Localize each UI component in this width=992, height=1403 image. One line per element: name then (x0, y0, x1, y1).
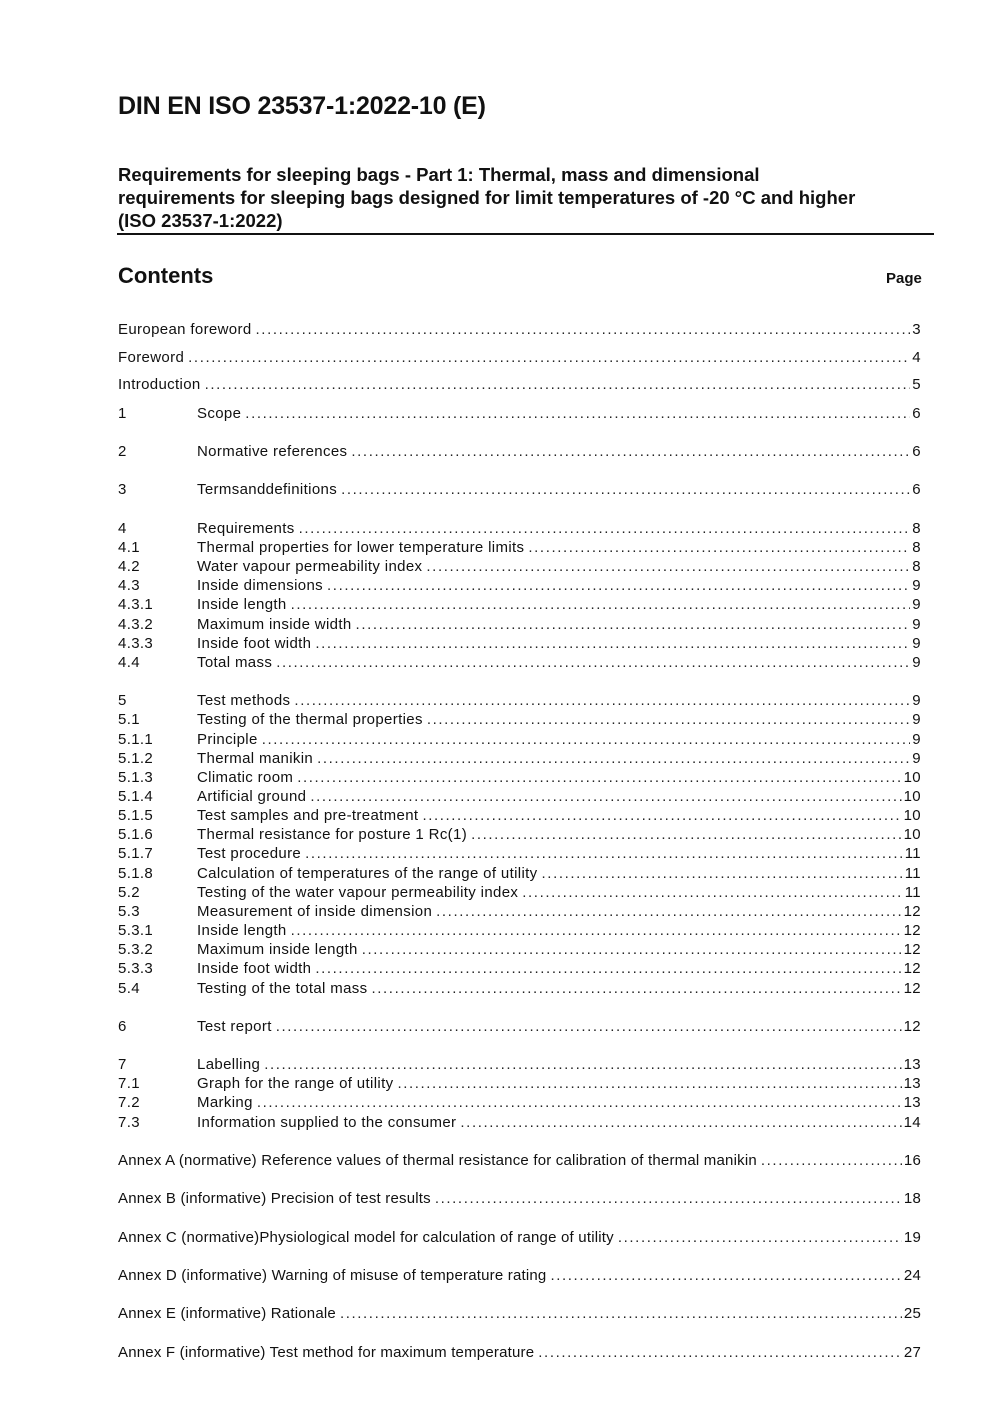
toc-entry-page: 12 (903, 1018, 921, 1035)
subtitle-line: (ISO 23537-1:2022) (118, 210, 283, 231)
toc-entry-number: 5.1.2 (118, 750, 154, 767)
toc-entry[interactable] (118, 959, 921, 978)
toc-entry-label: Graph for the range of utility (197, 1075, 394, 1092)
toc-entry-label: Annex F (informative) Test method for maximum temperature (118, 1344, 535, 1361)
toc-dot-leader (327, 576, 910, 595)
toc-entry-page: 14 (903, 1114, 921, 1131)
toc-entry-page: 6 (912, 443, 921, 460)
toc-dot-leader (315, 634, 910, 653)
toc-entry[interactable] (118, 1017, 921, 1036)
toc-entry-page: 10 (903, 769, 921, 786)
toc-dot-leader (435, 1189, 902, 1208)
document-subtitle (118, 163, 928, 232)
toc-entry-label: Test samples and pre-treatment (197, 807, 419, 824)
toc-entry-label: Annex E (informative) Rationale (118, 1305, 336, 1322)
toc-entry-number: 5.1.3 (118, 769, 154, 786)
toc-dot-leader (427, 710, 910, 729)
toc-entry-label: Annex A (normative) Reference values of thermal resistance for calibration of thermal manikin (118, 1152, 757, 1169)
toc-entry-number: 5 (118, 692, 127, 709)
toc-entry-page: 10 (903, 807, 921, 824)
toc-entry-number: 7.2 (118, 1094, 140, 1111)
toc-entry[interactable] (118, 519, 921, 538)
toc-entry-number: 5.3.1 (118, 922, 154, 939)
toc-entry-number: 5.1.1 (118, 731, 154, 748)
toc-entry[interactable] (118, 615, 921, 634)
toc-entry[interactable] (118, 576, 921, 595)
toc-entry-page: 5 (912, 376, 921, 393)
toc-entry-number: 5.1.8 (118, 865, 154, 882)
toc-dot-leader (294, 691, 910, 710)
toc-dot-leader (317, 749, 910, 768)
toc-entry-number: 4.1 (118, 539, 140, 556)
toc-entry-number: 7 (118, 1056, 127, 1073)
toc-entry-label: Principle (197, 731, 258, 748)
toc-entry-label: Thermal properties for lower temperature limits (197, 539, 525, 556)
toc-entry[interactable] (118, 653, 921, 672)
toc-dot-leader (618, 1228, 902, 1247)
toc-entry-label: Thermal manikin (197, 750, 314, 767)
toc-dot-leader (340, 1304, 902, 1323)
subtitle-line: Requirements for sleeping bags - Part 1: Thermal, mass and dimensional (118, 164, 760, 185)
toc-entry-page: 12 (903, 980, 921, 997)
toc-entry-label: Annex C (normative)Physiological model for calculation of range of utility (118, 1229, 614, 1246)
toc-entry-label: Climatic room (197, 769, 294, 786)
toc-dot-leader (460, 1113, 901, 1132)
toc-entry-page: 13 (903, 1075, 921, 1092)
toc-entry-label: Testing of the thermal properties (197, 711, 423, 728)
toc-entry-number: 5.3.2 (118, 941, 154, 958)
toc-entry-label: Test methods (197, 692, 291, 709)
toc-dot-leader (542, 864, 903, 883)
toc-entry[interactable] (118, 557, 921, 576)
toc-entry[interactable] (118, 844, 921, 863)
toc-entry-page: 18 (903, 1190, 921, 1207)
toc-entry-number: 5.3.3 (118, 960, 154, 977)
toc-entry[interactable] (118, 979, 921, 998)
toc-entry[interactable] (118, 1228, 921, 1247)
toc-entry-page: 12 (903, 922, 921, 939)
toc-dot-leader (522, 883, 902, 902)
toc-entry-label: Inside length (197, 596, 287, 613)
toc-entry-page: 11 (904, 845, 921, 862)
toc-dot-leader (205, 375, 911, 394)
toc-entry-number: 4.4 (118, 654, 140, 671)
toc-dot-leader (538, 1343, 902, 1362)
toc-dot-leader (426, 557, 910, 576)
toc-entry[interactable] (118, 921, 921, 940)
toc-dot-leader (761, 1151, 902, 1170)
toc-entry[interactable] (118, 883, 921, 902)
toc-dot-leader (471, 825, 902, 844)
toc-entry-label: Inside dimensions (197, 577, 324, 594)
toc-entry-page: 11 (904, 865, 921, 882)
toc-entry[interactable] (118, 902, 921, 921)
toc-entry[interactable] (118, 1151, 921, 1170)
toc-entry-page: 9 (912, 692, 921, 709)
toc-entry-label: Testing of the water vapour permeability index (197, 884, 519, 901)
toc-entry-label: Test procedure (197, 845, 302, 862)
toc-entry-page: 9 (912, 711, 921, 728)
toc-entry-label: Introduction (118, 376, 201, 393)
toc-dot-leader (305, 844, 903, 863)
toc-entry[interactable] (118, 806, 921, 825)
toc-entry-label: Maximum inside width (197, 616, 352, 633)
toc-entry[interactable] (118, 1343, 921, 1362)
toc-entry-page: 11 (904, 884, 921, 901)
toc-entry[interactable] (118, 1055, 921, 1074)
toc-entry-page: 3 (912, 321, 921, 338)
toc-entry-page: 12 (903, 960, 921, 977)
toc-dot-leader (264, 1055, 901, 1074)
toc-entry-page: 8 (912, 539, 921, 556)
toc-entry-page: 9 (912, 616, 921, 633)
toc-entry-label: Artificial ground (197, 788, 307, 805)
toc-dot-leader (299, 519, 911, 538)
toc-entry-page: 9 (912, 731, 921, 748)
title-divider (117, 233, 934, 235)
toc-entry-label: Test report (197, 1018, 272, 1035)
toc-entry-page: 8 (912, 520, 921, 537)
toc-entry[interactable] (118, 710, 921, 729)
toc-dot-leader (245, 404, 910, 423)
toc-entry[interactable] (118, 749, 921, 768)
toc-entry-label: Maximum inside length (197, 941, 358, 958)
toc-entry[interactable] (118, 1189, 921, 1208)
toc-entry-page: 16 (903, 1152, 921, 1169)
toc-entry[interactable] (118, 375, 921, 394)
toc-entry-page: 9 (912, 596, 921, 613)
toc-entry-label: Annex D (informative) Warning of misuse of temperature rating (118, 1267, 547, 1284)
toc-entry-page: 12 (903, 903, 921, 920)
toc-entry[interactable] (118, 348, 921, 367)
toc-entry[interactable] (118, 1093, 921, 1112)
toc-entry-label: Inside length (197, 922, 287, 939)
toc-dot-leader (315, 959, 901, 978)
toc-dot-leader (276, 653, 910, 672)
toc-entry-number: 5.1 (118, 711, 140, 728)
toc-entry[interactable] (118, 634, 921, 653)
toc-entry-number: 4.3.1 (118, 596, 154, 613)
toc-dot-leader (356, 615, 911, 634)
toc-entry-number: 5.1.6 (118, 826, 154, 843)
toc-dot-leader (256, 320, 911, 339)
toc-entry[interactable] (118, 768, 921, 787)
toc-entry-page: 10 (903, 788, 921, 805)
toc-entry[interactable] (118, 1304, 921, 1323)
toc-entry-number: 1 (118, 405, 127, 422)
toc-entry-page: 24 (903, 1267, 921, 1284)
toc-entry-label: Labelling (197, 1056, 261, 1073)
toc-entry-page: 9 (912, 577, 921, 594)
toc-entry-number: 7.3 (118, 1114, 140, 1131)
toc-entry[interactable] (118, 940, 921, 959)
toc-entry-page: 13 (903, 1094, 921, 1111)
toc-dot-leader (276, 1017, 902, 1036)
toc-dot-leader (188, 348, 910, 367)
toc-entry[interactable] (118, 730, 921, 749)
toc-entry-number: 7.1 (118, 1075, 140, 1092)
toc-dot-leader (550, 1266, 901, 1285)
toc-entry-number: 4.3.3 (118, 635, 154, 652)
toc-entry-number: 4 (118, 520, 127, 537)
toc-entry-label: Total mass (197, 654, 273, 671)
toc-entry-number: 4.3.2 (118, 616, 154, 633)
toc-entry[interactable] (118, 1113, 921, 1132)
toc-dot-leader (351, 442, 910, 461)
toc-entry-label: Water vapour permeability index (197, 558, 423, 575)
page-column-heading: Page (886, 270, 922, 287)
toc-dot-leader (436, 902, 901, 921)
toc-entry-page: 10 (903, 826, 921, 843)
toc-entry-label: Annex B (informative) Precision of test results (118, 1190, 431, 1207)
toc-entry-label: Requirements (197, 520, 295, 537)
toc-entry[interactable] (118, 595, 921, 614)
toc-entry-label: European foreword (118, 321, 252, 338)
toc-entry-page: 12 (903, 941, 921, 958)
toc-entry[interactable] (118, 825, 921, 844)
toc-entry-number: 2 (118, 443, 127, 460)
contents-heading: Contents (118, 263, 214, 288)
toc-entry-number: 4.2 (118, 558, 140, 575)
toc-entry-page: 6 (912, 481, 921, 498)
toc-entry-number: 5.1.5 (118, 807, 154, 824)
toc-entry-label: Normative references (197, 443, 348, 460)
toc-dot-leader (291, 921, 902, 940)
toc-entry-number: 6 (118, 1018, 127, 1035)
toc-dot-leader (297, 768, 901, 787)
toc-entry[interactable] (118, 404, 921, 423)
toc-entry[interactable] (118, 442, 921, 461)
toc-dot-leader (372, 979, 902, 998)
toc-entry-page: 13 (903, 1056, 921, 1073)
toc-entry-number: 5.1.7 (118, 845, 154, 862)
toc-entry-page: 9 (912, 654, 921, 671)
toc-entry-label: Measurement of inside dimension (197, 903, 433, 920)
subtitle-line: requirements for sleeping bags designed for limit temperatures of -20 °C and higher (118, 187, 856, 208)
toc-dot-leader (341, 480, 910, 499)
toc-entry-label: Scope (197, 405, 242, 422)
toc-entry[interactable] (118, 1266, 921, 1285)
toc-entry-label: Thermal resistance for posture 1 Rc(1) (197, 826, 468, 843)
toc-dot-leader (528, 538, 910, 557)
toc-entry-page: 27 (903, 1344, 921, 1361)
toc-entry-page: 9 (912, 635, 921, 652)
toc-dot-leader (262, 730, 911, 749)
toc-dot-leader (422, 806, 901, 825)
toc-entry[interactable] (118, 864, 921, 883)
toc-entry-number: 5.3 (118, 903, 140, 920)
toc-entry[interactable] (118, 1074, 921, 1093)
toc-entry[interactable] (118, 320, 921, 339)
toc-entry-page: 6 (912, 405, 921, 422)
toc-entry-number: 5.2 (118, 884, 140, 901)
toc-entry-page: 8 (912, 558, 921, 575)
toc-entry-label: Marking (197, 1094, 253, 1111)
toc-entry-page: 4 (912, 349, 921, 366)
toc-entry-number: 4.3 (118, 577, 140, 594)
toc-entry[interactable] (118, 787, 921, 806)
toc-dot-leader (397, 1074, 901, 1093)
toc-entry-number: 5.1.4 (118, 788, 154, 805)
toc-entry[interactable] (118, 480, 921, 499)
toc-entry[interactable] (118, 538, 921, 557)
toc-entry-page: 9 (912, 750, 921, 767)
toc-entry-number: 3 (118, 481, 127, 498)
toc-entry-label: Foreword (118, 349, 185, 366)
toc-entry[interactable] (118, 691, 921, 710)
toc-entry-label: Calculation of temperatures of the range of utility (197, 865, 538, 882)
toc-entry-page: 19 (903, 1229, 921, 1246)
toc-entry-label: Testing of the total mass (197, 980, 368, 997)
toc-entry-page: 25 (903, 1305, 921, 1322)
toc-dot-leader (362, 940, 902, 959)
toc-dot-leader (257, 1093, 902, 1112)
document-title: DIN EN ISO 23537-1:2022-10 (E) (118, 92, 486, 120)
toc-dot-leader (291, 595, 911, 614)
toc-entry-label: Inside foot width (197, 635, 312, 652)
toc-entry-number: 5.4 (118, 980, 140, 997)
toc-dot-leader (310, 787, 901, 806)
toc-entry-label: Inside foot width (197, 960, 312, 977)
toc-entry-label: Information supplied to the consumer (197, 1114, 457, 1131)
toc-entry-label: Termsanddefinitions (197, 481, 338, 498)
